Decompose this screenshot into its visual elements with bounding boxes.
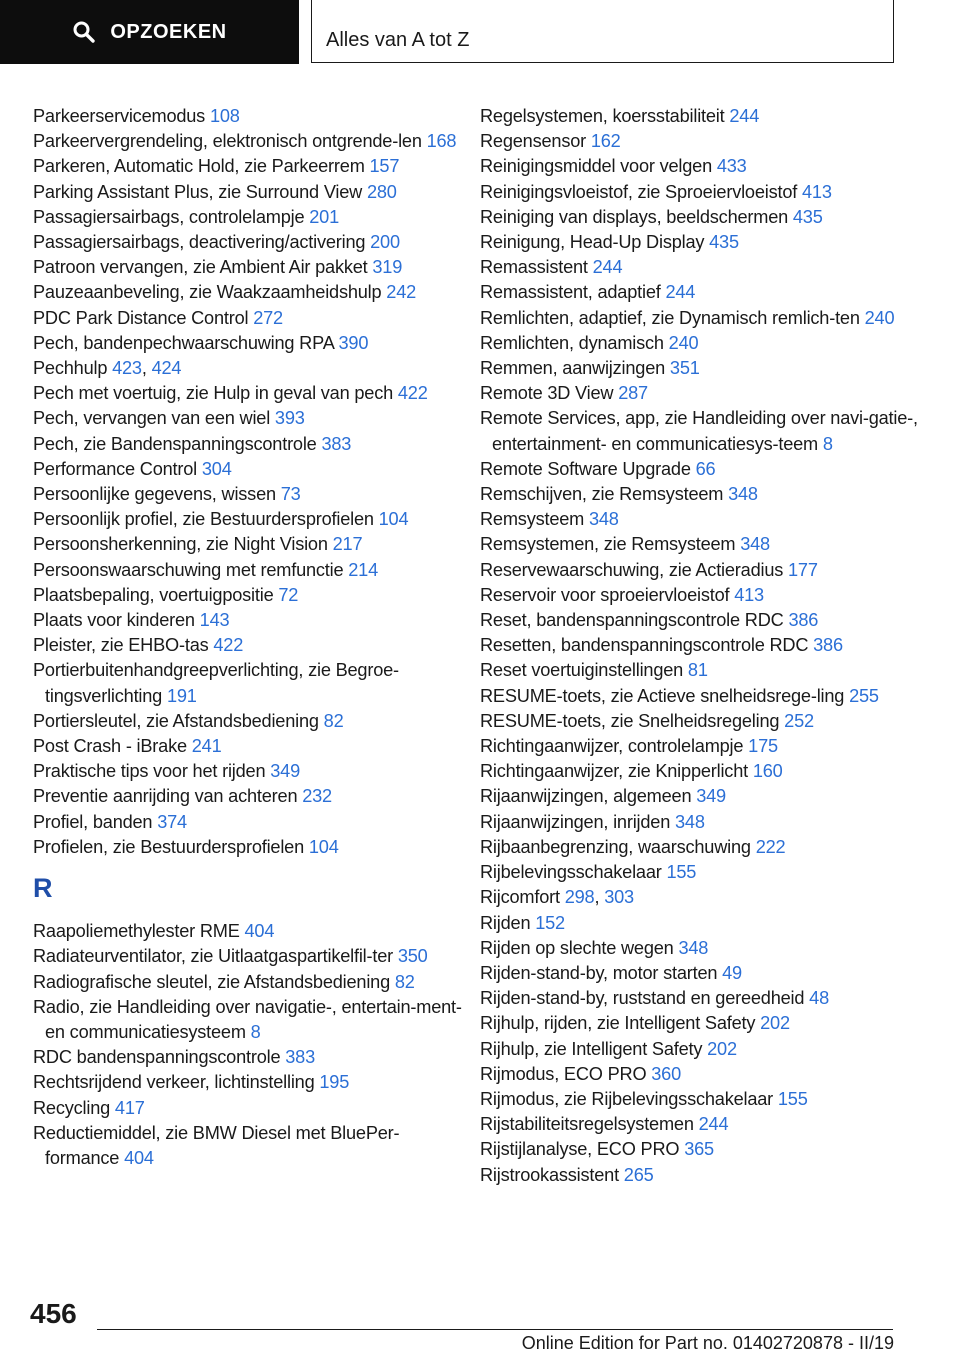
index-entry-term: Parking Assistant Plus, zie Surround View — [33, 181, 367, 202]
index-entry-term: Pleister, zie EHBO-tas — [33, 635, 214, 656]
page-link[interactable]: 200 — [370, 232, 400, 253]
index-entry-term: Rijmodus, ECO PRO — [480, 1063, 652, 1084]
page-link[interactable]: 319 — [372, 257, 403, 278]
index-entry — [33, 532, 473, 557]
search-label: OPZOEKEN — [110, 20, 227, 43]
page-link[interactable]: 222 — [755, 836, 786, 857]
page-link[interactable]: 104 — [378, 509, 409, 530]
search-icon — [72, 20, 96, 44]
page-link[interactable]: 252 — [784, 710, 814, 731]
index-entry-term: Reset, bandenspanningscontrole RDC — [480, 610, 789, 631]
header — [0, 0, 960, 66]
index-entry — [480, 658, 920, 683]
page-link[interactable]: 240 — [668, 332, 699, 353]
index-entry-term: Reinigung, Head-Up Display — [480, 232, 710, 253]
index-entry — [480, 810, 920, 835]
page-link[interactable]: 201 — [309, 206, 340, 227]
index-entry — [33, 457, 473, 482]
index-entry-term: Rijden op slechte wegen — [480, 937, 679, 958]
index-entry-term: Profielen, zie Bestuurdersprofielen — [33, 836, 309, 857]
index-list-r-continued — [480, 104, 920, 1188]
index-entry — [33, 255, 473, 280]
index-entry-term: PDC Park Distance Control — [33, 307, 254, 328]
index-entry-term: Parkeervergrendeling, elektronisch ontgrende‐len — [33, 131, 427, 152]
page-link[interactable]: 404 — [244, 921, 275, 942]
index-entry — [33, 759, 473, 784]
page-link[interactable]: 422 — [397, 383, 428, 404]
index-entry-term: Rijden — [480, 912, 536, 933]
index-entry — [33, 507, 473, 532]
index-entry-term: Performance Control — [33, 458, 202, 479]
search-button[interactable] — [0, 0, 299, 64]
index-entry — [480, 381, 920, 406]
index-entry-term: Pech, bandenpechwaarschuwing RPA — [33, 332, 339, 353]
index-entry — [33, 835, 473, 860]
index-entry-term: Parkeerservicemodus — [33, 106, 210, 126]
section-letter: R — [33, 873, 53, 904]
index-entry — [480, 1011, 920, 1036]
index-entry-term: Radiografische sleutel, zie Afstandsbediening — [33, 971, 395, 992]
index-entry-term: Rijstijlanalyse, ECO PRO — [480, 1139, 685, 1160]
index-entry-term: Raapoliemethylester RME — [33, 921, 245, 942]
page-link[interactable]: 244 — [729, 106, 760, 126]
index-entry-term: Pech, vervangen van een wiel — [33, 408, 275, 429]
index-entry — [33, 432, 473, 457]
index-entry — [480, 608, 920, 633]
page-link[interactable]: 202 — [707, 1038, 737, 1059]
index-entry — [33, 558, 473, 583]
index-entry-term: Reinigingsmiddel voor velgen — [480, 156, 717, 177]
page-link[interactable]: 191 — [166, 685, 197, 706]
index-entry-term: Pechhulp — [33, 358, 113, 379]
page-link[interactable]: 155 — [777, 1088, 808, 1109]
page-link[interactable]: 244 — [665, 282, 696, 303]
index-entry — [33, 633, 473, 658]
page-link[interactable]: 390 — [338, 332, 369, 353]
index-entry — [480, 784, 920, 809]
page-link[interactable]: 72 — [278, 584, 299, 605]
index-entry — [33, 1096, 473, 1121]
page-link[interactable]: 49 — [722, 962, 742, 983]
index-entry-term: Remmen, aanwijzingen — [480, 358, 670, 379]
index-entry — [480, 583, 920, 608]
index-column-left — [33, 104, 473, 1171]
index-entry-term: Remlichten, adaptief, zie Dynamisch remlich‐ten — [480, 307, 865, 328]
page-link[interactable]: 413 — [801, 181, 832, 202]
index-entry-term: Pech, zie Bandenspanningscontrole — [33, 433, 322, 454]
index-entry — [480, 1037, 920, 1062]
index-entry — [33, 658, 473, 708]
index-entry — [33, 230, 473, 255]
index-entry-term: Parkeren, Automatic Hold, zie Parkeerrem — [33, 156, 370, 177]
page-link[interactable]: 241 — [191, 736, 222, 757]
index-entry-term: Remsysteem — [480, 509, 589, 530]
page-link[interactable]: 81 — [687, 660, 708, 681]
page-link[interactable]: 8 — [822, 433, 833, 454]
footer-edition: Online Edition for Part no. 01402720878 - II/19 — [521, 1333, 894, 1353]
index-entry — [33, 104, 473, 129]
index-entry — [33, 995, 473, 1045]
page-link[interactable]: 360 — [651, 1063, 681, 1084]
index-entry-term: Pauzeaanbeveling, zie Waakzaamheidshulp — [33, 282, 387, 303]
index-entry-term: Resetten, bandenspanningscontrole RDC — [480, 635, 814, 656]
page-link[interactable]: 298 — [564, 887, 595, 908]
index-list-r — [33, 919, 473, 1171]
index-entry-term: Pech met voertuig, zie Hulp in geval van pech — [33, 383, 398, 404]
index-entry — [33, 356, 473, 381]
index-list-p — [33, 104, 473, 860]
index-entry — [480, 154, 920, 179]
index-entry-term: Praktische tips voor het rijden — [33, 761, 271, 782]
page-link[interactable]: 242 — [386, 282, 417, 303]
index-entry-term: Rijaanwijzingen, inrijden — [480, 811, 675, 832]
index-entry — [33, 970, 473, 995]
index-entry-term: Persoonlijk profiel, zie Bestuurdersprofielen — [33, 509, 379, 530]
index-entry — [480, 759, 920, 784]
index-entry — [33, 129, 473, 154]
page-link[interactable]: 417 — [114, 1097, 145, 1118]
index-entry — [33, 608, 473, 633]
index-entry — [480, 961, 920, 986]
index-entry — [33, 944, 473, 969]
index-entry-term: Recycling — [33, 1097, 115, 1118]
page-link[interactable]: 383 — [285, 1047, 315, 1068]
index-entry — [480, 1163, 920, 1188]
index-entry — [480, 255, 920, 280]
index-entry-term: Passagiersairbags, controlelampje — [33, 206, 310, 227]
index-entry-term: Portierbuitenhandgreepverlichting, zie Begroe‐tingsverlichting — [33, 660, 399, 706]
index-entry — [480, 860, 920, 885]
index-entry-term: Reset voertuiginstellingen — [480, 660, 688, 681]
index-entry — [480, 356, 920, 381]
index-entry-term: Rijaanwijzingen, algemeen — [480, 786, 697, 807]
index-entry-term: RDC bandenspanningscontrole — [33, 1047, 286, 1068]
index-entry-term: Richtingaanwijzer, zie Knipperlicht — [480, 761, 753, 782]
page-link[interactable]: 73 — [280, 484, 301, 505]
index-entry-term: Reinigingsvloeistof, zie Sproeiervloeistof — [480, 181, 802, 202]
index-entry — [480, 205, 920, 230]
index-entry-term: Plaatsbepaling, voertuigpositie — [33, 584, 279, 605]
page-link[interactable]: 195 — [319, 1072, 350, 1093]
page-link[interactable]: 348 — [728, 484, 758, 505]
index-entry-term: Reductiemiddel, zie BMW Diesel met BluePer‐formance — [33, 1122, 400, 1168]
page-link[interactable]: 435 — [792, 206, 823, 227]
index-entry-term: Remote Services, app, zie Handleiding over navi‐gatie-, entertainment- en communicatiesys‐teem — [480, 408, 918, 454]
index-entry-term: Persoonswaarschuwing met remfunctie — [33, 559, 349, 580]
page-link[interactable]: 351 — [669, 358, 700, 379]
page-link[interactable]: 265 — [623, 1164, 654, 1185]
index-entry-term: Reiniging van displays, beeldschermen — [480, 206, 793, 227]
index-entry — [480, 986, 920, 1011]
index-entry — [480, 1087, 920, 1112]
page-link[interactable]: 232 — [302, 786, 332, 807]
index-entry — [33, 1121, 473, 1171]
index-entry-term: Portiersleutel, zie Afstandsbediening — [33, 710, 324, 731]
page-separator: , — [141, 358, 152, 379]
index-entry — [33, 306, 473, 331]
page-link[interactable]: 272 — [253, 307, 283, 328]
page-link[interactable]: 217 — [332, 534, 363, 555]
page-link[interactable]: 48 — [809, 988, 829, 1009]
index-entry-term: Patroon vervangen, zie Ambient Air pakket — [33, 257, 373, 278]
index-entry — [33, 1045, 473, 1070]
index-entry — [480, 180, 920, 205]
page-link[interactable]: 435 — [709, 232, 739, 253]
index-entry — [33, 810, 473, 835]
index-entry — [480, 280, 920, 305]
index-entry-term: Reservoir voor sproeiervloeistof — [480, 584, 735, 605]
index-entry-term: Passagiersairbags, deactivering/activering — [33, 232, 371, 253]
page-link[interactable]: 304 — [201, 458, 232, 479]
index-entry — [33, 709, 473, 734]
index-entry-term: Post Crash - iBrake — [33, 736, 192, 757]
page-separator: , — [594, 887, 605, 908]
index-entry-term: Richtingaanwijzer, controlelampje — [480, 736, 749, 757]
index-entry — [33, 381, 473, 406]
index-entry — [480, 835, 920, 860]
index-entry — [33, 734, 473, 759]
index-entry — [480, 633, 920, 658]
index-entry — [33, 180, 473, 205]
page-link[interactable]: 104 — [308, 836, 339, 857]
page-link[interactable]: 383 — [321, 433, 352, 454]
page-link[interactable]: 386 — [788, 610, 819, 631]
index-entry-term: Remassistent — [480, 257, 593, 278]
index-entry-term: Rijbelevingsschakelaar — [480, 862, 667, 883]
footer-divider — [97, 1329, 893, 1330]
page-link[interactable]: 152 — [535, 912, 565, 933]
index-entry-term: RESUME-toets, zie Snelheidsregeling — [480, 710, 785, 731]
page-link[interactable]: 422 — [213, 635, 244, 656]
index-entry-term: Remlichten, dynamisch — [480, 332, 669, 353]
index-entry — [33, 280, 473, 305]
page-number: 456 — [30, 1298, 77, 1329]
page-link[interactable]: 433 — [716, 156, 747, 177]
page-link[interactable]: 202 — [760, 1013, 790, 1034]
index-entry-term: Rijden-stand-by, motor starten — [480, 962, 723, 983]
index-entry — [480, 129, 920, 154]
index-entry-term: Remassistent, adaptief — [480, 282, 666, 303]
page-link[interactable]: 66 — [695, 458, 716, 479]
index-entry-term: Remote 3D View — [480, 383, 619, 404]
page-link[interactable]: 244 — [698, 1114, 729, 1135]
index-entry — [480, 936, 920, 961]
index-entry — [33, 406, 473, 431]
page-link[interactable]: 162 — [590, 131, 621, 152]
index-entry — [33, 1070, 473, 1095]
index-entry — [33, 583, 473, 608]
page-link[interactable]: 348 — [678, 937, 709, 958]
page-link[interactable]: 349 — [696, 786, 726, 807]
index-entry — [480, 558, 920, 583]
index-entry — [480, 1137, 920, 1162]
index-entry — [33, 482, 473, 507]
page-link[interactable]: 424 — [151, 358, 182, 379]
page-link[interactable]: 143 — [199, 610, 230, 631]
page-link[interactable]: 393 — [274, 408, 305, 429]
page-link[interactable]: 350 — [397, 946, 428, 967]
index-entry-term: Rijstrookassistent — [480, 1164, 624, 1185]
index-entry — [480, 482, 920, 507]
index-entry-term: Rijhulp, zie Intelligent Safety — [480, 1038, 708, 1059]
index-entry — [480, 684, 920, 709]
index-entry-term: Remsystemen, zie Remsysteem — [480, 534, 741, 555]
breadcrumb[interactable]: Alles van A tot Z — [311, 0, 894, 63]
index-entry — [480, 1112, 920, 1137]
index-entry-term: Regelsystemen, koersstabiliteit — [480, 106, 730, 126]
page-link[interactable]: 155 — [666, 862, 697, 883]
index-entry-term: Preventie aanrijding van achteren — [33, 786, 303, 807]
page-link[interactable]: 386 — [813, 635, 843, 656]
index-entry-term: Rijmodus, zie Rijbelevingsschakelaar — [480, 1088, 778, 1109]
page-link[interactable]: 348 — [588, 509, 619, 530]
index-entry-term: Rijden-stand-by, ruststand en gereedheid — [480, 988, 810, 1009]
index-entry-term: Regensensor — [480, 131, 591, 152]
page-link[interactable]: 168 — [426, 131, 457, 152]
page-link[interactable]: 255 — [849, 685, 879, 706]
index-entry-term: Rijstabiliteitsregelsystemen — [480, 1114, 699, 1135]
page-link[interactable]: 214 — [348, 559, 379, 580]
index-entry — [480, 406, 920, 456]
page-link[interactable]: 177 — [788, 559, 818, 580]
index-entry-term: Radiateurventilator, zie Uitlaatgaspartikelfil‐ter — [33, 946, 398, 967]
index-entry — [480, 306, 920, 331]
index-entry-term: Rijhulp, rijden, zie Intelligent Safety — [480, 1013, 761, 1034]
index-entry — [480, 331, 920, 356]
index-entry — [480, 104, 920, 129]
index-column-right — [480, 104, 920, 1188]
index-entry — [33, 919, 473, 944]
index-entry-term: Persoonsherkenning, zie Night Vision — [33, 534, 333, 555]
page-link[interactable]: 157 — [369, 156, 400, 177]
page-link[interactable]: 82 — [394, 971, 415, 992]
index-entry-term: RESUME-toets, zie Actieve snelheidsrege‐ling — [480, 685, 850, 706]
page-link[interactable]: 423 — [112, 358, 142, 379]
page-link[interactable]: 303 — [604, 887, 634, 908]
index-entry — [480, 734, 920, 759]
page-link[interactable]: 280 — [366, 181, 397, 202]
page-link[interactable]: 287 — [618, 383, 648, 404]
page-link[interactable]: 160 — [752, 761, 783, 782]
page-link[interactable]: 413 — [734, 584, 764, 605]
index-entry-term: Reservewaarschuwing, zie Actieradius — [480, 559, 788, 580]
index-entry-term: Rechtsrijdend verkeer, lichtinstelling — [33, 1072, 320, 1093]
index-entry — [33, 784, 473, 809]
index-entry-term: Radio, zie Handleiding over navigatie-, entertain‐ment- en communicatiesysteem — [33, 996, 462, 1042]
index-entry — [33, 154, 473, 179]
index-entry — [480, 230, 920, 255]
index-entry-term: Persoonlijke gegevens, wissen — [33, 484, 281, 505]
index-entry-term: Rijcomfort — [480, 887, 565, 908]
page-link[interactable]: 348 — [674, 811, 705, 832]
page-link[interactable]: 8 — [250, 1021, 261, 1042]
index-entry-term: Profiel, banden — [33, 811, 158, 832]
page-link[interactable]: 349 — [270, 761, 300, 782]
page-link[interactable]: 244 — [592, 257, 623, 278]
index-entry — [480, 911, 920, 936]
index-entry-term: Remschijven, zie Remsysteem — [480, 484, 729, 505]
index-entry-term: Remote Software Upgrade — [480, 458, 696, 479]
index-entry — [33, 331, 473, 356]
index-entry — [480, 507, 920, 532]
page-link[interactable]: 108 — [209, 106, 240, 126]
index-entry-term: Plaats voor kinderen — [33, 610, 200, 631]
page-link[interactable]: 374 — [157, 811, 187, 832]
index-entry — [480, 709, 920, 734]
page-link[interactable]: 240 — [864, 307, 895, 328]
page-link[interactable]: 82 — [323, 710, 344, 731]
index-entry — [33, 205, 473, 230]
index-entry — [480, 532, 920, 557]
index-entry — [480, 457, 920, 482]
index-entry — [480, 1062, 920, 1087]
page-link[interactable]: 365 — [684, 1139, 714, 1160]
index-entry — [480, 885, 920, 910]
index-entry-term: Rijbaanbegrenzing, waarschuwing — [480, 836, 756, 857]
page-link[interactable]: 175 — [748, 736, 778, 757]
page-link[interactable]: 348 — [740, 534, 770, 555]
page-link[interactable]: 404 — [124, 1147, 154, 1168]
